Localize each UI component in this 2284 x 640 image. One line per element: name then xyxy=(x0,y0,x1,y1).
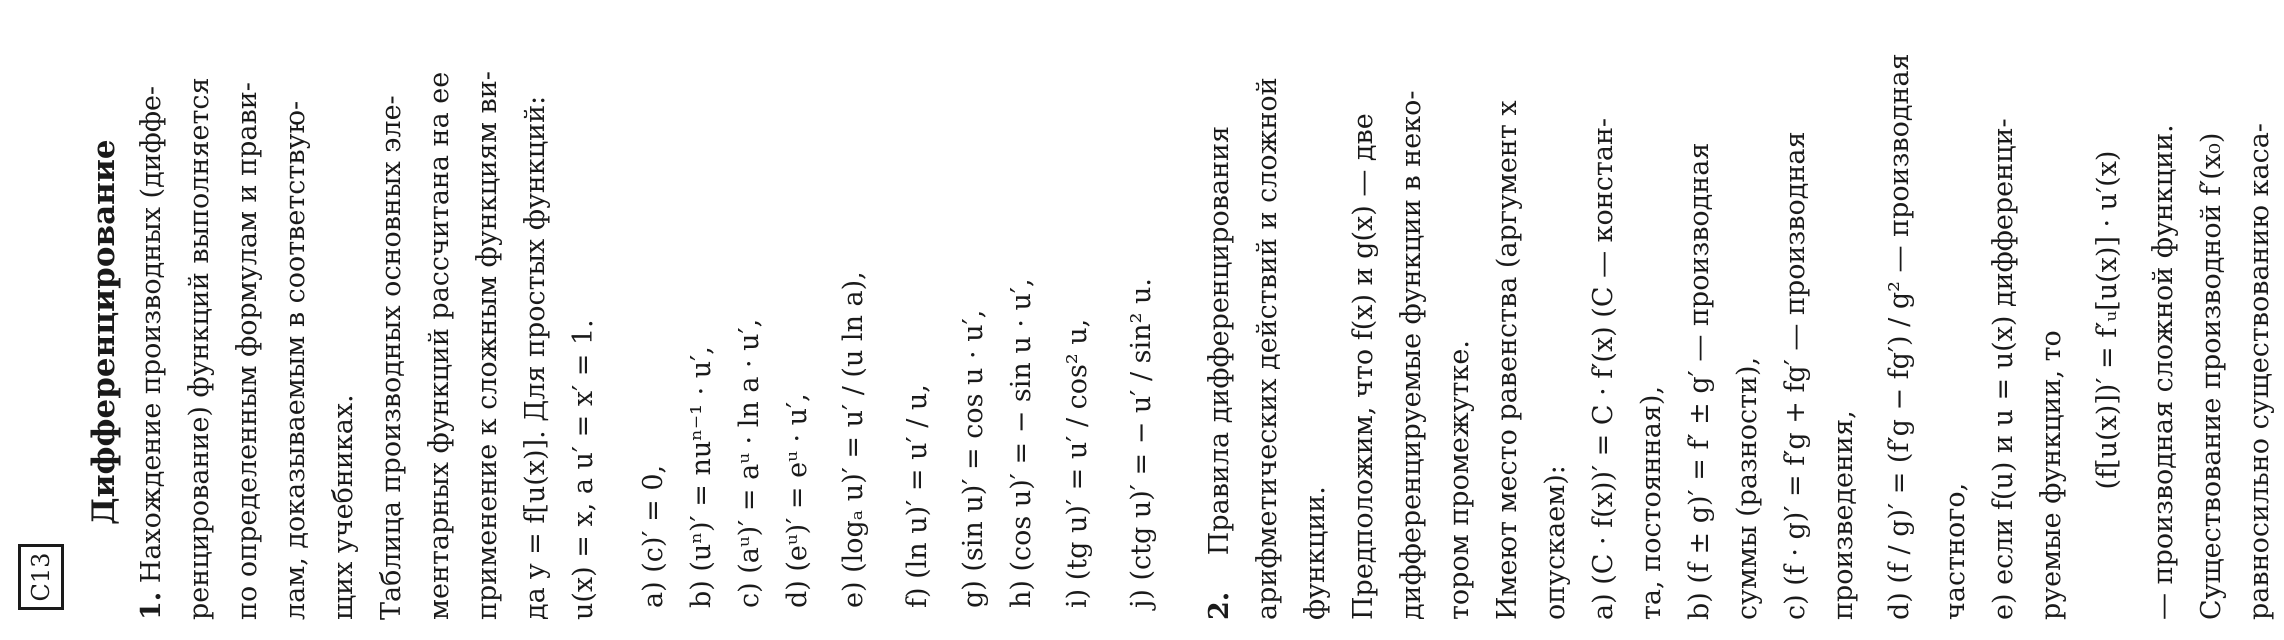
derivative-formula: e) (logₐ u)′ = u′ / (u ln a), xyxy=(838,271,869,608)
section2-heading-line: функции. xyxy=(1300,486,1331,620)
text-line: руемые функции, то xyxy=(2036,330,2067,620)
text-line: суммы (разности), xyxy=(1732,356,1763,620)
spacer xyxy=(1174,20,1196,620)
derivative-formula: h) (cos u)′ = − sin u · u′, xyxy=(1006,278,1037,608)
derivative-formula: g) (sin u)′ = cos u · u′, xyxy=(958,309,989,608)
text-line: та, постоянная), xyxy=(1636,385,1667,620)
text-line: лам, доказываемым в соответствую- xyxy=(280,100,311,620)
page-content xyxy=(80,20,2284,620)
section2-first-line xyxy=(1196,20,1244,620)
derivative-formula: f) (ln u)′ = u′ / u, xyxy=(902,384,933,608)
text-line: u(x) = x, а u′ = x′ = 1. xyxy=(568,319,599,620)
text-line: Предположим, что f(x) и g(x) — две xyxy=(1348,113,1379,620)
section1-first-line xyxy=(128,20,176,620)
spacer xyxy=(608,20,630,620)
text-line: Существование производной f′(x₀) xyxy=(2196,132,2227,620)
text-line: произведения, xyxy=(1828,410,1859,620)
page-title: Дифференцирование xyxy=(86,139,122,525)
text-line: применение к сложным функциям ви- xyxy=(472,71,503,620)
text-line: Имеют место равенства (аргумент x xyxy=(1492,100,1523,620)
text-line: по определенным формулам и прави- xyxy=(232,82,263,620)
text-line: Таблица производных основных эле- xyxy=(376,95,407,620)
text-line: d) (f / g)′ = (f′g − fg′) / g² — производная xyxy=(1884,53,1915,620)
derivative-formula: b) (uⁿ)′ = nuⁿ⁻¹ · u′, xyxy=(686,346,717,608)
page-label-badge: С13 xyxy=(18,544,64,610)
text-line: частного, xyxy=(1940,482,1971,620)
section2-heading-line: Правила дифференцирования xyxy=(1204,125,1235,556)
derivative-formula: c) (aᵘ)′ = aᵘ · ln a · u′, xyxy=(734,318,765,608)
text-line: e) если f(u) и u = u(x) дифференци- xyxy=(1988,118,2019,620)
section2-number: 2. xyxy=(1204,591,1235,620)
derivative-formula: a) (c)′ = 0, xyxy=(638,464,669,608)
text-line: да y = f[u(x)]. Для простых функций: xyxy=(520,95,551,620)
text-line: c) (f · g)′ = f′g + fg′ — производная xyxy=(1780,131,1811,620)
chain-rule-formula: (f[u(x)])′ = f′ᵤ[u(x)] · u′(x) xyxy=(2092,150,2123,490)
section2-heading-line: арифметических действий и сложной xyxy=(1252,77,1283,620)
text-line: равносильно существованию каса- xyxy=(2244,123,2275,620)
text-line: Нахождение производных (диффе- xyxy=(136,85,167,584)
text-line: ментарных функций рассчитана на ее xyxy=(424,71,455,620)
section1-number: 1. xyxy=(136,591,167,620)
text-line: тором промежутке. xyxy=(1444,340,1475,620)
derivative-formula: j) (ctg u)′ = − u′ / sin² u. xyxy=(1126,278,1157,608)
text-line: ренцирование) функций выполняется xyxy=(184,77,215,620)
text-line: b) (f ± g)′ = f′ ± g′ — производная xyxy=(1684,142,1715,620)
text-line: a) (C · f(x))′ = C · f′(x) (C — констан- xyxy=(1588,117,1619,620)
text-line: щих учебниках. xyxy=(328,394,359,620)
derivative-formula: i) (tg u)′ = u′ / cos² u, xyxy=(1062,318,1093,608)
text-line: дифференцируемые функции в неко- xyxy=(1396,90,1427,620)
derivative-formula: d) (eᵘ)′ = eᵘ · u′, xyxy=(782,393,813,608)
text-line: — производная сложной функции. xyxy=(2148,124,2179,620)
text-line: опускаем): xyxy=(1540,465,1571,620)
